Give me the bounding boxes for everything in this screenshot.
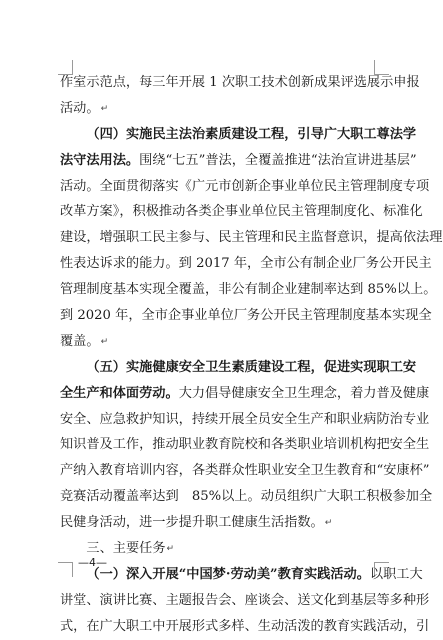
text-line xyxy=(60,70,420,96)
text-run: 以职工大 xyxy=(369,566,423,582)
text-line xyxy=(60,148,417,174)
text-run: 全生产和体面劳动。 xyxy=(60,385,179,401)
text-line xyxy=(60,329,388,355)
text-line xyxy=(60,432,430,458)
text-run: 产纳入教育培训内容，各类群众性职业安全卫生教育和“安康杯” xyxy=(60,463,430,479)
text-run: 覆盖。 xyxy=(60,333,100,349)
text-run: 竞赛活动覆盖率达到 85%以上。动员组织广大职工积极参加全 xyxy=(60,489,433,505)
paragraph-mark-icon: ↵ xyxy=(100,103,109,114)
text-run: 改革方案》，积极推动各类企事业单位民主管理制度化、标准化 xyxy=(60,204,423,220)
text-run: 安全、应急救护知识，持续开展全员安全生产和职业病防治专业 xyxy=(60,411,430,427)
page-number: —4— xyxy=(78,556,107,569)
text-run: 建设，增强职工民主参与、民主管理和民主监督意识，提高依法理 xyxy=(60,230,443,246)
text-run: 知识普及工作，推动职业教育院校和各类职业培训机构把安全生 xyxy=(60,437,430,453)
text-line xyxy=(60,122,417,148)
text-run: 活动。全面贯彻落实《广元市创新企事业单位民主管理制度专项 xyxy=(60,178,430,194)
text-line xyxy=(60,458,430,484)
text-run: （五）实施健康安全卫生素质建设工程，促进实现职工安 xyxy=(86,359,417,375)
text-run: 民健身活动，进一步提升职工健康生活指数。 xyxy=(60,515,324,531)
paragraph-mark-icon: ↵ xyxy=(166,544,175,555)
text-line xyxy=(60,614,430,640)
text-run: 三、主要任务 xyxy=(86,541,166,557)
text-line xyxy=(60,510,388,536)
text-line xyxy=(60,225,443,251)
text-line xyxy=(60,277,437,303)
text-line xyxy=(60,484,433,510)
text-line xyxy=(60,588,430,614)
text-run: 管理制度基本实现全覆盖，非公有制企业建制率达到 85%以上。 xyxy=(60,282,437,298)
text-run: 围绕“七五”普法，全覆盖推进“法治宣讲进基层” xyxy=(139,152,417,168)
text-line xyxy=(60,199,423,225)
text-run: 活动。 xyxy=(60,100,100,116)
text-run: 到 2020 年，全市企事业单位厂务公开民主管理制度基本实现全 xyxy=(60,308,432,324)
text-line xyxy=(60,303,432,329)
text-line xyxy=(60,536,388,562)
text-line xyxy=(60,381,430,407)
text-run: （四）实施民主法治素质建设工程，引导广大职工尊法学 xyxy=(86,126,417,142)
text-line xyxy=(60,251,432,277)
text-run: （一）深入开展“中国梦·劳动美”教育实践活动。 xyxy=(86,566,370,582)
text-line xyxy=(60,355,417,381)
paragraph-mark-icon: ↵ xyxy=(324,518,333,529)
text-run: 法守法用法。 xyxy=(60,152,140,168)
text-run: 作室示范点，每三年开展 1 次职工技术创新成果评选展示申报 xyxy=(60,75,420,90)
text-line xyxy=(60,96,388,122)
paragraph-mark-icon: ↵ xyxy=(100,336,109,347)
text-run: 式，在广大职工中开展形式多样、生动活泼的教育实践活动，引 xyxy=(60,618,430,634)
text-line xyxy=(60,407,430,433)
text-run: 大力倡导健康安全卫生理念，着力普及健康 xyxy=(178,385,430,401)
text-run: 性表达诉求的能力。到 2017 年，全市公有制企业厂务公开民主 xyxy=(60,256,432,272)
text-line xyxy=(60,562,423,588)
text-run: 讲堂、演讲比赛、主题报告会、座谈会、送文化到基层等多种形 xyxy=(60,592,430,608)
text-line xyxy=(60,174,430,200)
document-body[interactable] xyxy=(60,70,443,640)
